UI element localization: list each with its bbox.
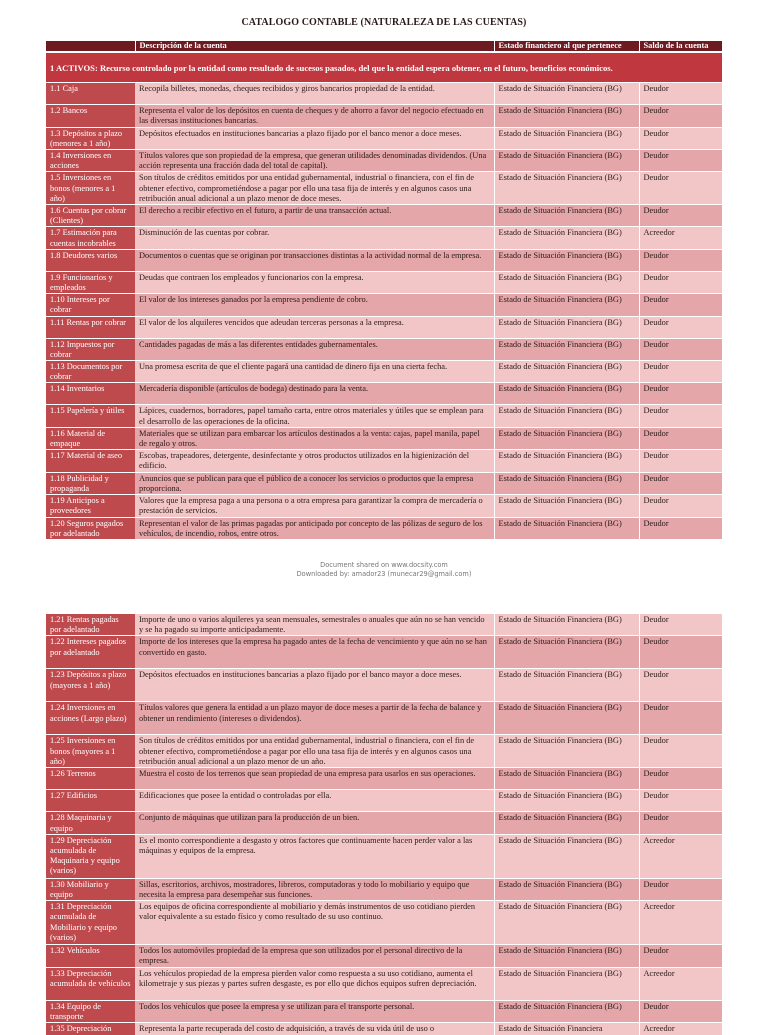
account-code-cell: 1.17 Material de aseo — [46, 450, 135, 472]
balance-nature-cell: Deudor — [639, 427, 722, 449]
account-code-cell: 1.32 Vehículos — [46, 945, 135, 967]
account-description-cell: El valor de los alquileres vencidos que adeudan terceras personas a la empresa. — [135, 316, 494, 338]
account-code-cell: 1.3 Depósitos a plazo (menores a 1 año) — [46, 127, 135, 149]
balance-nature-cell: Deudor — [639, 205, 722, 227]
account-description-cell: Sillas, escritorios, archivos, mostradores, libreros, computadoras y todo lo mobiliario y equipo que necesita la empresa para desempeñar sus funciones. — [135, 878, 494, 900]
financial-statement-cell: Estado de Situación Financiera (BG) — [494, 1000, 639, 1022]
balance-nature-cell: Deudor — [639, 383, 722, 405]
header-balance: Saldo de la cuenta — [639, 41, 722, 52]
financial-statement-cell: Estado de Situación Financiera (BG) — [494, 834, 639, 878]
financial-statement-cell: Estado de Situación Financiera (BG) — [494, 450, 639, 472]
financial-statement-cell: Estado de Situación Financiera (BG) — [494, 945, 639, 967]
table-row — [46, 205, 722, 227]
account-code-cell: 1.30 Mobiliario y equipo — [46, 878, 135, 900]
account-description-cell: Muestra el costo de los terrenos que sean propiedad de una empresa para usarlos en sus operaciones. — [135, 768, 494, 790]
account-description-cell: Es el monto correspondiente a desgasto y otros factores que continuamente hacen perder valor a las máquinas y equipos de la empresa. — [135, 834, 494, 878]
table-row — [46, 405, 722, 427]
account-code-cell: 1.28 Maquinaria y equipo — [46, 812, 135, 834]
financial-statement-cell: Estado de Situación Financiera (BG) — [494, 316, 639, 338]
balance-nature-cell: Deudor — [639, 472, 722, 494]
financial-statement-cell: Estado de Situación Financiera (BG) — [494, 427, 639, 449]
account-code-cell: 1.12 Impuestos por cobrar — [46, 338, 135, 360]
account-description-cell: Una promesa escrita de que el cliente pagará una cantidad de dinero fija en una cierta fecha. — [135, 361, 494, 383]
financial-statement-cell: Estado de Situación Financiera (BG) — [494, 105, 639, 127]
account-description-cell: El valor de los intereses ganados por la empresa pendiente de cobro. — [135, 294, 494, 316]
account-code-cell: 1.10 Intereses por cobrar — [46, 294, 135, 316]
financial-statement-cell: Estado de Situación Financiera (BG) — [494, 405, 639, 427]
financial-statement-cell: Estado de Situación Financiera (BG) — [494, 812, 639, 834]
account-code-cell: 1.22 Intereses pagados por adelantado — [46, 636, 135, 669]
account-description-cell: Cantidades pagadas de más a las diferentes entidades gubernamentales. — [135, 338, 494, 360]
header-statement: Estado financiero al que pertenece — [494, 41, 639, 52]
account-description-cell: Todos los automóviles propiedad de la empresa que son utilizados por el personal directivo de la empresa. — [135, 945, 494, 967]
account-code-cell: 1.31 Depreciación acumulada de Mobiliario y equipo (varios) — [46, 901, 135, 945]
financial-statement-cell: Estado de Situación Financiera (BG) — [494, 702, 639, 735]
financial-statement-cell: Estado de Situación Financiera (BG) — [494, 361, 639, 383]
balance-nature-cell: Deudor — [639, 316, 722, 338]
financial-statement-cell: Estado de Situación Financiera (BG) — [494, 338, 639, 360]
balance-nature-cell: Deudor — [639, 878, 722, 900]
account-code-cell: 1.9 Funcionarios y empleados — [46, 271, 135, 293]
account-description-cell: Edificaciones que posee la entidad o controladas por ella. — [135, 790, 494, 812]
financial-statement-cell: Estado de Situación Financiera (BG) — [494, 878, 639, 900]
document-footer — [0, 561, 768, 579]
account-code-cell: 1.13 Documentos por cobrar — [46, 361, 135, 383]
financial-statement-cell: Estado de Situación Financiera (BG) — [494, 205, 639, 227]
balance-nature-cell: Deudor — [639, 790, 722, 812]
financial-statement-cell: Estado de Situación Financiera (BG) — [494, 383, 639, 405]
balance-nature-cell: Deudor — [639, 945, 722, 967]
table-row — [46, 517, 722, 539]
balance-nature-cell: Deudor — [639, 517, 722, 539]
table-row — [46, 735, 722, 768]
balance-nature-cell: Deudor — [639, 495, 722, 517]
financial-statement-cell: Estado de Situación Financiera (BG) — [494, 172, 639, 205]
account-description-cell: Mercadería disponible (artículos de bodega) destinado para la venta. — [135, 383, 494, 405]
table-row — [46, 150, 722, 172]
table-row — [46, 945, 722, 967]
financial-statement-cell: Estado de Situación Financiera (BG) — [494, 790, 639, 812]
table-row — [46, 967, 722, 1000]
account-code-cell: 1.14 Inventarios — [46, 383, 135, 405]
financial-statement-cell: Estado de Situación Financiera (BG) — [494, 294, 639, 316]
account-description-cell: Valores que la empresa paga a una persona o a otra empresa para garantizar la compra de mercadería o prestación de servicios. — [135, 495, 494, 517]
table-row — [46, 768, 722, 790]
balance-nature-cell: Deudor — [639, 294, 722, 316]
account-code-cell: 1.33 Depreciación acumulada de vehículos — [46, 967, 135, 1000]
account-description-cell: El derecho a recibir efectivo en el futuro, a partir de una transacción actual. — [135, 205, 494, 227]
account-description-cell: Anuncios que se publican para que el público de a conocer los servicios o productos que la empresa proporciona. — [135, 472, 494, 494]
table-row — [46, 383, 722, 405]
financial-statement-cell: Estado de Situación Financiera (BG) — [494, 271, 639, 293]
account-description-cell: Los vehículos propiedad de la empresa pierden valor como respuesta a su uso cotidiano, aumenta el kilometraje y sus piezas y partes sufren desgaste, es por ello que dichos equipos sufren depreciación. — [135, 967, 494, 1000]
account-code-cell: 1.27 Edificios — [46, 790, 135, 812]
balance-nature-cell: Deudor — [639, 735, 722, 768]
balance-nature-cell: Deudor — [639, 338, 722, 360]
balance-nature-cell: Deudor — [639, 83, 722, 105]
page-title: CATALOGO CONTABLE (NATURALEZA DE LAS CUENTAS) — [241, 17, 527, 28]
financial-statement-cell: Estado de Situación Financiera (BG) — [494, 669, 639, 702]
account-code-cell: 1.21 Rentas pagadas por adelantado — [46, 614, 135, 636]
financial-statement-cell: Estado de Situación Financiera — [494, 1023, 639, 1035]
balance-nature-cell: Deudor — [639, 361, 722, 383]
balance-nature-cell: Deudor — [639, 271, 722, 293]
balance-nature-cell: Acreedor — [639, 834, 722, 878]
account-code-cell: 1.26 Terrenos — [46, 768, 135, 790]
financial-statement-cell: Estado de Situación Financiera (BG) — [494, 249, 639, 271]
section-heading: 1 ACTIVOS: Recurso controlado por la entidad como resultado de sucesos pasados, del que la entidad espera obtener, en el futuro, beneficios económicos. — [46, 52, 722, 83]
account-code-cell: 1.35 Depreciación — [46, 1023, 135, 1035]
account-description-cell: Lápices, cuadernos, borradores, papel tamaño carta, entre otros materiales y útiles que se emplean para el desarrollo de las operaciones de la oficina. — [135, 405, 494, 427]
account-description-cell: Son títulos de créditos emitidos por una entidad gubernamental, industrial o financiera, con el fin de obtener efectivo, comprometiéndose a pagar por ello una tasa fija de interés y en algunos casos una retribución anual adicional a un plazo menor de un año. — [135, 735, 494, 768]
account-code-cell: 1.8 Deudores varios — [46, 249, 135, 271]
account-code-cell: 1.29 Depreciación acumulada de Maquinaria y equipo (varios) — [46, 834, 135, 878]
financial-statement-cell: Estado de Situación Financiera (BG) — [494, 227, 639, 249]
account-description-cell: Escobas, trapeadores, detergente, desinfectante y otros productos utilizados en la higienización del edificio. — [135, 450, 494, 472]
account-description-cell: Depósitos efectuados en instituciones bancarias a plazo fijado por el banco menor a doce meses. — [135, 127, 494, 149]
table-row — [46, 361, 722, 383]
header-description: Descripción de la cuenta — [135, 41, 494, 52]
accounts-table-page-2 — [46, 613, 722, 1035]
balance-nature-cell: Deudor — [639, 614, 722, 636]
account-code-cell: 1.11 Rentas por cobrar — [46, 316, 135, 338]
account-code-cell: 1.19 Anticipos a proveedores — [46, 495, 135, 517]
financial-statement-cell: Estado de Situación Financiera (BG) — [494, 967, 639, 1000]
balance-nature-cell: Deudor — [639, 405, 722, 427]
account-code-cell: 1.34 Equipo de transporte — [46, 1000, 135, 1022]
account-description-cell: Recopila billetes, monedas, cheques recibidos y giros bancarios propiedad de la entidad. — [135, 83, 494, 105]
table-row — [46, 636, 722, 669]
financial-statement-cell: Estado de Situación Financiera (BG) — [494, 127, 639, 149]
table-row — [46, 338, 722, 360]
table-row — [46, 450, 722, 472]
account-code-cell: 1.20 Seguros pagados por adelantado — [46, 517, 135, 539]
account-description-cell: Representa el valor de los depósitos en cuenta de cheques y de ahorro a favor del negocio efectuado en las diversas instituciones bancarias. — [135, 105, 494, 127]
table-row — [46, 271, 722, 293]
account-code-cell: 1.25 Inversiones en bonos (mayores a 1 año) — [46, 735, 135, 768]
balance-nature-cell: Deudor — [639, 636, 722, 669]
balance-nature-cell: Acreedor — [639, 901, 722, 945]
account-description-cell: Depósitos efectuados en instituciones bancarias a plazo fijado por el banco mayor a doce meses. — [135, 669, 494, 702]
balance-nature-cell: Deudor — [639, 669, 722, 702]
account-code-cell: 1.24 Inversiones en acciones (Largo plazo) — [46, 702, 135, 735]
balance-nature-cell: Deudor — [639, 127, 722, 149]
balance-nature-cell: Deudor — [639, 105, 722, 127]
balance-nature-cell: Deudor — [639, 702, 722, 735]
account-code-cell: 1.5 Inversiones en bonos (menores a 1 año) — [46, 172, 135, 205]
financial-statement-cell: Estado de Situación Financiera (BG) — [494, 901, 639, 945]
account-description-cell: Representan el valor de las primas pagadas por anticipado por concepto de las pólizas de seguro de los vehículos, de incendio, robos, entre otros. — [135, 517, 494, 539]
table-row — [46, 249, 722, 271]
account-code-cell: 1.15 Papelería y útiles — [46, 405, 135, 427]
account-description-cell: Materiales que se utilizan para embarcar los artículos destinados a la venta: cajas, papel manila, papel de regalo y otros. — [135, 427, 494, 449]
table-row — [46, 878, 722, 900]
accounts-table-page-1 — [46, 41, 722, 539]
table-row — [46, 1000, 722, 1022]
financial-statement-cell: Estado de Situación Financiera (BG) — [494, 83, 639, 105]
table-header — [46, 41, 722, 52]
table-row — [46, 834, 722, 878]
account-description-cell: Representa la parte recuperada del costo de adquisición, a través de su vida útil de uso o — [135, 1023, 494, 1035]
balance-nature-cell: Deudor — [639, 812, 722, 834]
balance-nature-cell: Deudor — [639, 172, 722, 205]
table-row — [46, 812, 722, 834]
header-code — [46, 41, 135, 52]
section-row-activos — [46, 52, 722, 83]
table-row — [46, 427, 722, 449]
account-description-cell: Títulos valores que son propiedad de la empresa, que generan utilidades denominadas dividendos. (Una acción representa una fracción dada del total de capital). — [135, 150, 494, 172]
table-row — [46, 702, 722, 735]
balance-nature-cell: Deudor — [639, 768, 722, 790]
balance-nature-cell: Deudor — [639, 150, 722, 172]
table-row — [46, 127, 722, 149]
balance-nature-cell: Deudor — [639, 249, 722, 271]
table-row — [46, 316, 722, 338]
table-row — [46, 227, 722, 249]
account-description-cell: Todos los vehículos que posee la empresa y se utilizan para el transporte personal. — [135, 1000, 494, 1022]
account-description-cell: Importe de los intereses que la empresa ha pagado antes de la fecha de vencimiento y que aún no se han convertido en gasto. — [135, 636, 494, 669]
account-code-cell: 1.1 Caja — [46, 83, 135, 105]
table-row — [46, 105, 722, 127]
account-description-cell: Conjunto de máquinas que utilizan para la producción de un bien. — [135, 812, 494, 834]
table-row — [46, 172, 722, 205]
financial-statement-cell: Estado de Situación Financiera (BG) — [494, 614, 639, 636]
financial-statement-cell: Estado de Situación Financiera (BG) — [494, 150, 639, 172]
financial-statement-cell: Estado de Situación Financiera (BG) — [494, 517, 639, 539]
table-row — [46, 495, 722, 517]
table-row — [46, 294, 722, 316]
financial-statement-cell: Estado de Situación Financiera (BG) — [494, 636, 639, 669]
account-code-cell: 1.18 Publicidad y propaganda — [46, 472, 135, 494]
account-code-cell: 1.7 Estimación para cuentas incobrables — [46, 227, 135, 249]
account-description-cell: Títulos valores que genera la entidad a un plazo mayor de doce meses a partir de la fecha de balance y obtener un rendimiento (intereses o dividendos). — [135, 702, 494, 735]
table-row — [46, 790, 722, 812]
account-code-cell: 1.6 Cuentas por cobrar (Clientes) — [46, 205, 135, 227]
account-description-cell: Deudas que contraen los empleados y funcionarios con la empresa. — [135, 271, 494, 293]
account-description-cell: Son títulos de créditos emitidos por una entidad gubernamental, industrial o financiera, con el fin de obtener efectivo, comprometiéndose a pagar por ello una tasa fija de interés y en algunos casos una retribución anual adicional a un plazo menor de doce meses. — [135, 172, 494, 205]
financial-statement-cell: Estado de Situación Financiera (BG) — [494, 768, 639, 790]
table-row — [46, 614, 722, 636]
account-description-cell: Disminución de las cuentas por cobrar. — [135, 227, 494, 249]
balance-nature-cell: Acreedor — [639, 967, 722, 1000]
account-description-cell: Documentos o cuentas que se originan por transacciones distintas a la actividad normal de la empresa. — [135, 249, 494, 271]
balance-nature-cell: Deudor — [639, 1000, 722, 1022]
balance-nature-cell: Acreedor — [639, 227, 722, 249]
footer-download-line: Downloaded by: amador23 (munecar29@gmail.com) — [296, 570, 472, 578]
balance-nature-cell: Acreedor — [639, 1023, 722, 1035]
table-row — [46, 669, 722, 702]
table-row — [46, 901, 722, 945]
account-code-cell: 1.23 Depósitos a plazo (mayores a 1 año) — [46, 669, 135, 702]
account-description-cell: Los equipos de oficina correspondiente al mobiliario y demás instrumentos de uso cotidiano pierden valor equivalente a su estado físico y como resultado de su uso continuo. — [135, 901, 494, 945]
financial-statement-cell: Estado de Situación Financiera (BG) — [494, 735, 639, 768]
financial-statement-cell: Estado de Situación Financiera (BG) — [494, 495, 639, 517]
financial-statement-cell: Estado de Situación Financiera (BG) — [494, 472, 639, 494]
account-code-cell: 1.16 Material de empaque — [46, 427, 135, 449]
table-row — [46, 83, 722, 105]
table-row — [46, 472, 722, 494]
table-row — [46, 1023, 722, 1035]
account-description-cell: Importe de uno o varios alquileres ya sean mensuales, semestrales o anuales que aún no se han vencido y se ha pagado su importe anticipadamente. — [135, 614, 494, 636]
balance-nature-cell: Deudor — [639, 450, 722, 472]
account-code-cell: 1.4 Inversiones en acciones — [46, 150, 135, 172]
footer-shared-line: Document shared on www.docsity.com — [320, 561, 448, 569]
account-code-cell: 1.2 Bancos — [46, 105, 135, 127]
